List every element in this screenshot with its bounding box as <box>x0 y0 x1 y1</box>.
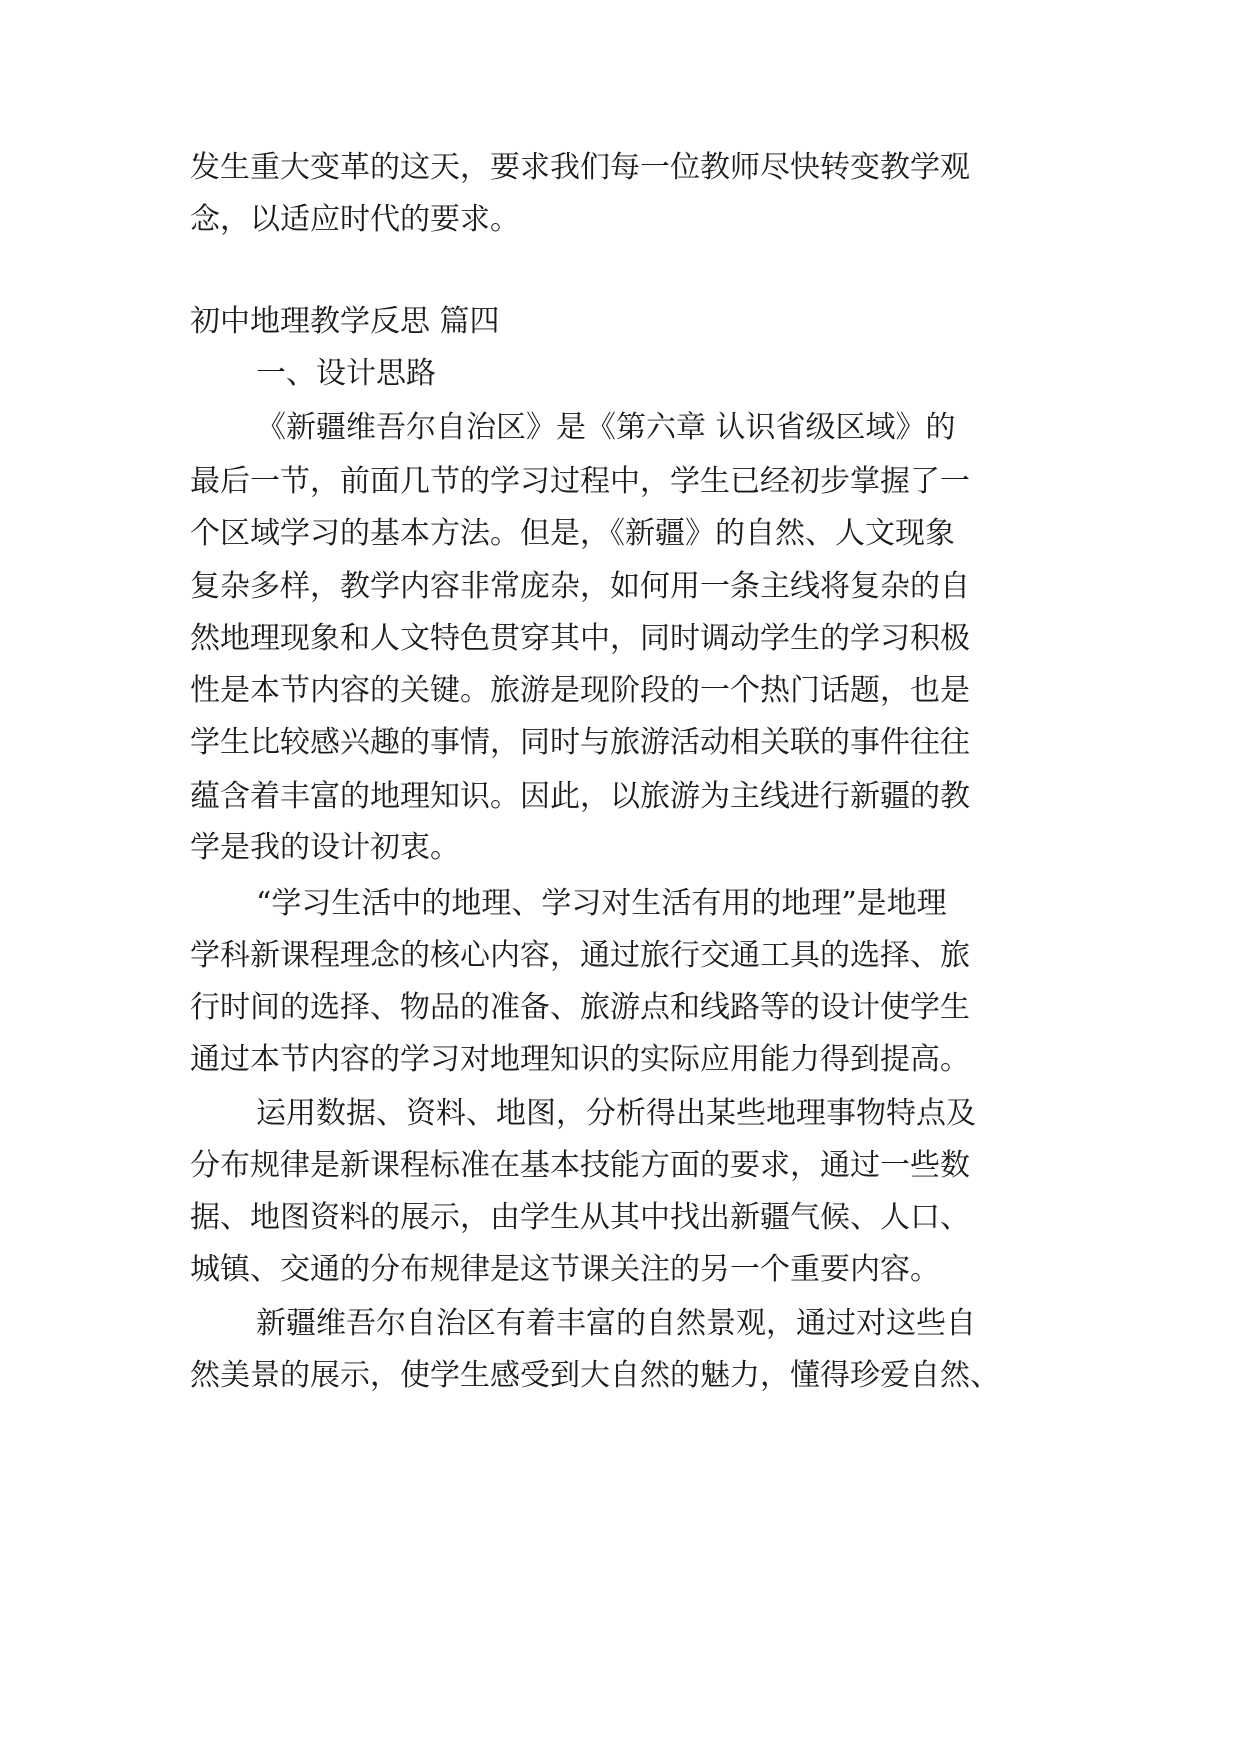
section-title: 初中地理教学反思 篇四 <box>190 304 500 339</box>
text-line: 念，以适应时代的要求。 <box>190 202 520 237</box>
paragraph-line: 新疆维吾尔自治区有着丰富的自然景观，通过对这些自 <box>256 1306 976 1341</box>
paragraph-line: 然地理现象和人文特色贯穿其中，同时调动学生的学习积极 <box>190 621 970 656</box>
paragraph-line: 分布规律是新课程标准在基本技能方面的要求，通过一些数 <box>190 1148 970 1183</box>
paragraph-line: 城镇、交通的分布规律是这节课关注的另一个重要内容。 <box>190 1252 940 1287</box>
paragraph-line: 性是本节内容的关键。旅游是现阶段的一个热门话题，也是 <box>190 673 970 708</box>
paragraph-line: 学生比较感兴趣的事情，同时与旅游活动相关联的事件往往 <box>190 725 970 760</box>
paragraph-line: 然美景的展示，使学生感受到大自然的魅力，懂得珍爱自然、 <box>190 1358 1000 1393</box>
paragraph-line: 学是我的设计初衷。 <box>190 830 460 865</box>
paragraph-line: 复杂多样，教学内容非常庞杂，如何用一条主线将复杂的自 <box>190 569 970 604</box>
text-line: 发生重大变革的这天，要求我们每一位教师尽快转变教学观 <box>190 150 970 185</box>
paragraph-line: 行时间的选择、物品的准备、旅游点和线路等的设计使学生 <box>190 990 970 1025</box>
paragraph-line: “学习生活中的地理、学习对生活有用的地理”是地理 <box>256 886 947 921</box>
paragraph-line: 最后一节，前面几节的学习过程中，学生已经初步掌握了一 <box>190 464 970 499</box>
paragraph-line: 蕴含着丰富的地理知识。因此，以旅游为主线进行新疆的教 <box>190 779 970 814</box>
paragraph-line: 个区域学习的基本方法。但是，《新疆》的自然、人文现象 <box>190 516 955 551</box>
paragraph-line: 运用数据、资料、地图，分析得出某些地理事物特点及 <box>256 1096 976 1131</box>
paragraph-line: 据、地图资料的展示，由学生从其中找出新疆气候、人口、 <box>190 1200 970 1235</box>
paragraph-line: 学科新课程理念的核心内容，通过旅行交通工具的选择、旅 <box>190 938 970 973</box>
subsection-heading: 一、设计思路 <box>256 356 436 391</box>
paragraph-line: 《新疆维吾尔自治区》是《第六章 认识省级区域》的 <box>256 410 956 445</box>
paragraph-line: 通过本节内容的学习对地理知识的实际应用能力得到提高。 <box>190 1042 970 1077</box>
